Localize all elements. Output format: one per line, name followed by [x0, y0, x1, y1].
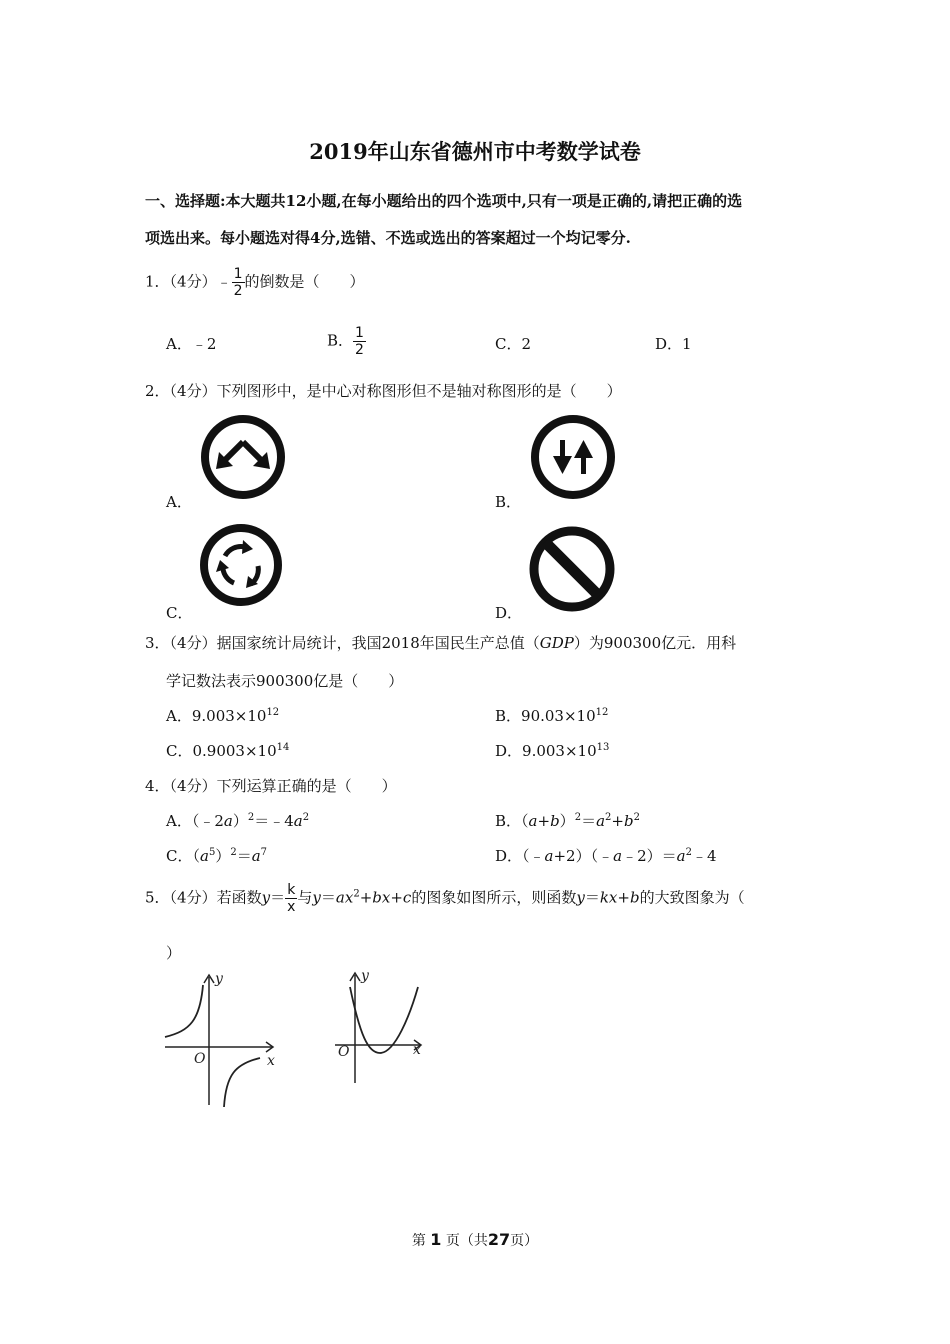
roundabout-sign-icon	[198, 522, 284, 608]
prohibition-sign-icon	[528, 525, 616, 613]
q1-option-a: A．﹣2	[166, 335, 217, 353]
graph2-y-label: y	[361, 968, 369, 984]
question-1	[145, 266, 365, 299]
graph2-origin-label: O	[338, 1044, 350, 1060]
q4-option-c: C．$(a^5)^2=a^7$	[166, 847, 268, 865]
q2-option-d: D．	[495, 604, 523, 622]
graph1-y-label: y	[215, 971, 223, 987]
q3-line1-pre: 3．（4分）据国家统计局统计，我国2018年国民生产总值（	[145, 634, 540, 652]
hyperbola-graph	[160, 965, 285, 1110]
section-heading-line2: 项选出来。每小题选对得4分,选错、不选或选出的答案超过一个均记零分.	[145, 229, 631, 247]
graph1-x-label: x	[267, 1053, 275, 1069]
page-footer	[0, 1230, 950, 1250]
footer-page-number: 1	[430, 1230, 442, 1249]
q2-option-c: C．	[166, 604, 193, 622]
q1-option-b-fraction	[353, 325, 366, 358]
question-3-line2: 学记数法表示900300亿是（ ）	[166, 672, 404, 690]
q3-option-d-exp: 13	[596, 742, 610, 753]
footer-total-pages: 27	[487, 1230, 511, 1249]
q4-option-a: A．$(﹣2a)^2=﹣4a^2$	[166, 812, 310, 830]
page-title: 2019年山东省德州市中考数学试卷	[309, 139, 641, 164]
footer-post: 页）	[510, 1233, 539, 1249]
q1-option-b	[327, 325, 366, 358]
q3-option-b-base: B．90.03×10	[495, 707, 596, 725]
q4-option-b: B．$(a+b)^2=a^2+b^2$	[495, 812, 640, 830]
q3-line1-post: ）为900300亿元．用科	[573, 634, 737, 652]
q1-number: 1．（4分）	[145, 272, 217, 291]
q3-option-b-exp: 12	[595, 707, 609, 718]
question-5-line1: 5．（4分）若函数y＝ $\frac{k}{x}$ 与$y=ax^2+bx+c$的图象如图所示，则函数y＝kx+b的大致图象为（	[145, 882, 745, 915]
q5-fraction	[285, 882, 297, 915]
footer-pre: 第	[411, 1233, 426, 1249]
question-2: 2．（4分）下列图形中，是中心对称图形但不是轴对称图形的是（ ）	[145, 382, 622, 400]
question-5-line2: ）	[166, 944, 182, 962]
q1-fraction-denominator: 2	[233, 283, 243, 299]
question-4: 4．（4分）下列运算正确的是（ ）	[145, 777, 397, 795]
q5-tail: 的大致图象为（	[639, 888, 745, 907]
q1-option-b-label: B．	[327, 331, 354, 350]
q3-option-c-base: C．0.9003×10	[166, 742, 277, 760]
footer-mid: 页（共	[445, 1233, 488, 1249]
q1-stem-tail: 的倒数是（ ）	[244, 272, 365, 291]
q3-option-a	[166, 705, 279, 726]
q3-option-c	[166, 740, 289, 761]
q1-minus: ﹣	[216, 272, 232, 291]
q3-option-c-exp: 14	[276, 742, 290, 753]
q3-option-b	[495, 705, 608, 726]
graph1-origin-label: O	[194, 1051, 206, 1067]
q5-fraction-denominator: x	[287, 899, 296, 915]
q1-option-b-numerator: 1	[355, 325, 364, 341]
parabola-graph	[330, 965, 430, 1090]
q2-option-a: A．	[166, 493, 192, 511]
q1-option-b-denominator: 2	[355, 342, 364, 358]
q1-option-d: D．1	[655, 335, 692, 353]
diverging-arrows-sign-icon	[200, 414, 286, 500]
graph2-x-label: x	[413, 1042, 421, 1058]
q3-option-d-base: D．9.003×10	[495, 742, 597, 760]
q5-fraction-numerator: k	[285, 882, 297, 899]
q3-option-d	[495, 740, 609, 761]
q5-post: 的图象如图所示，则函数	[411, 888, 577, 907]
q3-option-a-base: A．9.003×10	[166, 707, 267, 725]
q2-option-b: B．	[495, 493, 522, 511]
q5-pre: 5．（4分）若函数	[145, 888, 262, 907]
q4-option-d: D．$(﹣a+2)(﹣a﹣2)=a^2﹣4$	[495, 847, 717, 865]
q3-option-a-exp: 12	[266, 707, 280, 718]
q3-gdp: GDP	[539, 634, 574, 652]
q1-fraction	[232, 266, 245, 299]
q1-fraction-numerator: 1	[233, 266, 243, 282]
q1-option-c: C．2	[495, 335, 532, 353]
q5-mid: 与	[297, 888, 313, 907]
section-heading-line1: 一、选择题:本大题共12小题,在每小题给出的四个选项中,只有一项是正确的,请把正确的选	[145, 192, 743, 210]
question-3-line1	[145, 632, 736, 653]
two-way-arrows-sign-icon	[530, 414, 616, 500]
